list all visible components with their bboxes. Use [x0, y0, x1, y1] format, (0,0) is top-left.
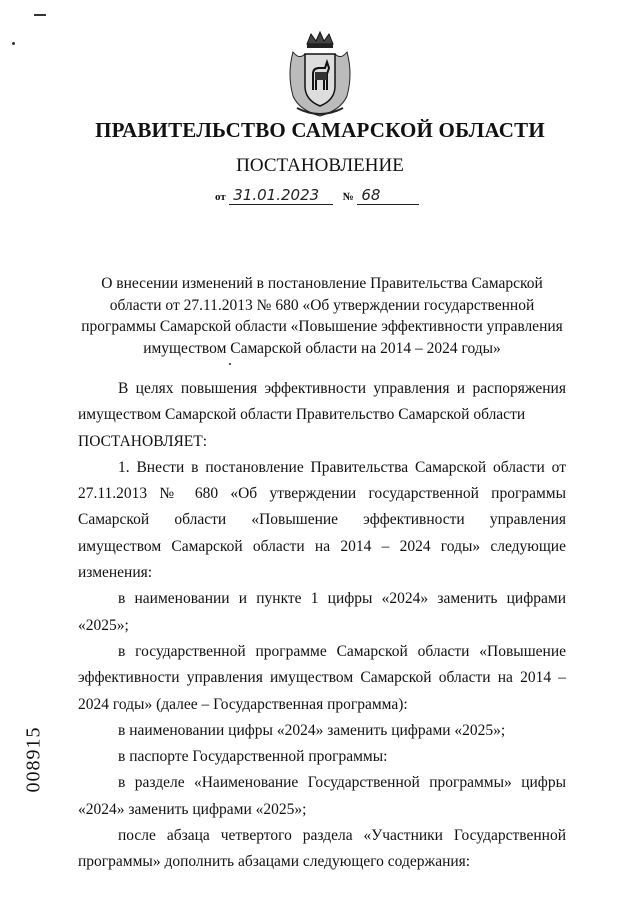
registration-number [16, 718, 76, 812]
organization-name: ПРАВИТЕЛЬСТВО САМАРСКОЙ ОБЛАСТИ [95, 118, 545, 142]
paragraph-amendment-5: в разделе «Наименование Государственной программы» цифры «2024» заменить цифрами «2025»; [78, 774, 566, 818]
number-prefix: № [342, 191, 354, 203]
document-date: 31.01.2023 [229, 186, 333, 205]
document-body [78, 376, 566, 876]
paragraph-amendment-4: в паспорте Государственной программы: [118, 748, 388, 766]
registration-number-text: 008915 [22, 726, 45, 793]
scan-mark-dot [12, 42, 15, 45]
document-type: ПОСТАНОВЛЕНИЕ [236, 155, 404, 176]
paragraph-amendment-6: после абзаца четвертого раздела «Участники Государственной программы» дополнить абзацами следующего содержания: [78, 827, 566, 871]
paragraph-resolves: ПОСТАНОВЛЯЕТ: [78, 432, 208, 450]
paragraph-amendment-2: в государственной программе Самарской области «Повышение эффективности управления имуществом Самарской области на 2014 – 2024 годы» (далее – Государственная программа): [78, 642, 566, 713]
date-prefix: от [215, 191, 226, 203]
document-title: О внесении изменений в постановление Правительства Самарской области от 27.11.2013 № 680 «Об утверждении государственной программы Самарской области «Повышение эффективности управления имуществом Самарской области на 2014 – 2024 годы» [81, 275, 563, 357]
date-number-line [215, 186, 419, 205]
paragraph-amendment-3: в наименовании цифры «2024» заменить цифрами «2025»; [118, 721, 506, 739]
scan-mark-dash [34, 14, 46, 16]
paragraph-preamble: В целях повышения эффективности управления и распоряжения имуществом Самарской области Правительство Самарской области [78, 380, 566, 424]
paragraph-amendment-1: в наименовании и пункте 1 цифры «2024» заменить цифрами «2025»; [78, 590, 566, 634]
paragraph-item-1: 1. Внести в постановление Правительства Самарской области от 27.11.2013 № 680 «Об утверждении государственной программы Самарской области «Повышение эффективности управления имуществом Самарской области на 2014 – 2024 годы» следующие изменения: [78, 458, 566, 582]
coat-of-arms-icon [283, 30, 357, 118]
scan-mark-dot-2 [229, 363, 231, 365]
document-number: 68 [357, 186, 419, 205]
